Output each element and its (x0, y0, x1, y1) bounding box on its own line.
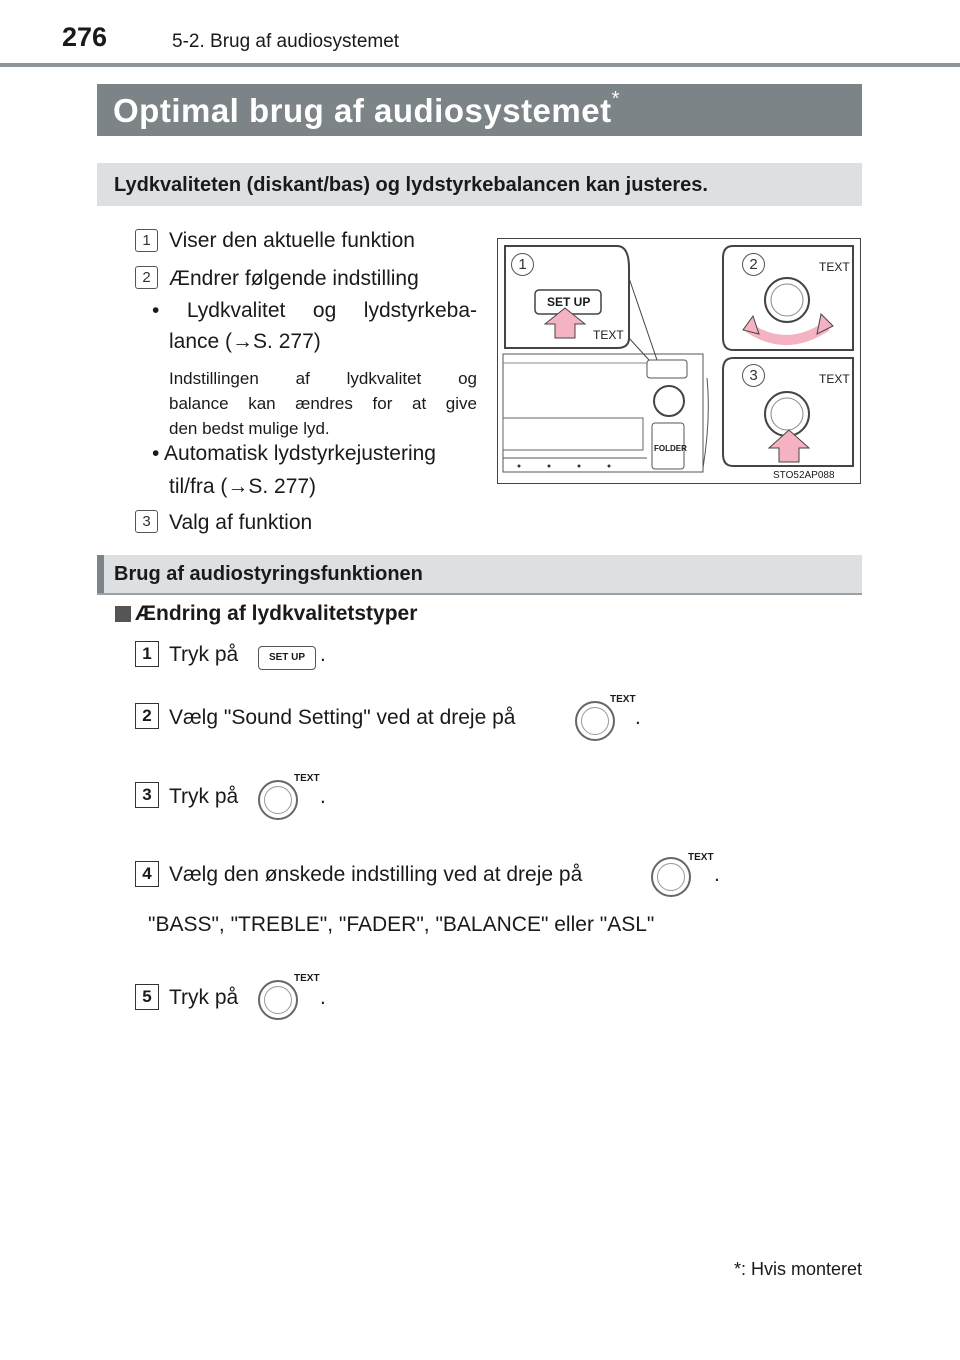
figure-folder-label: FOLDER (654, 444, 687, 453)
figure-text-label-1: TEXT (593, 328, 624, 342)
callout-num-1: 1 (135, 229, 158, 252)
setup-button-icon: SET UP (258, 646, 316, 670)
note-line2: balance kan ændres for at give (169, 394, 477, 413)
audio-panel-figure (497, 238, 861, 484)
title-bar (97, 84, 862, 136)
bullet-2-line2: til/fra (→S. 277) (169, 475, 317, 498)
intro-text: Lydkvaliteten (diskant/bas) og lydstyrkebalancen kan justeres. (114, 174, 708, 196)
bullet-2-line1: • Automatisk lydstyrkejustering (152, 442, 436, 465)
subsection-accent (97, 555, 104, 593)
step-suffix-3: . (320, 785, 326, 808)
step-text-4: Vælg den ønskede indstilling ved at dreje på (169, 863, 583, 886)
header-divider (0, 63, 960, 67)
square-bullet-icon (115, 606, 131, 622)
section-title: 5-2. Brug af audiosystemet (172, 31, 400, 52)
step-number-1: 1 (135, 641, 159, 667)
text-knob-icon-5 (258, 980, 298, 1020)
text-knob-icon-4 (651, 857, 691, 897)
page-title (113, 88, 620, 130)
step-number-3: 3 (135, 782, 159, 808)
subsection-divider (97, 593, 862, 595)
intro-box (97, 163, 862, 206)
figure-text-label-3: TEXT (819, 372, 850, 386)
bullet-1-line2: lance (→S. 277) (169, 330, 321, 353)
note-line3: den bedst mulige lyd. (169, 419, 330, 438)
step-suffix-1: . (320, 643, 326, 666)
knob-label-2: TEXT (610, 694, 636, 705)
figure-code: STO52AP088 (773, 470, 835, 481)
procedure-heading: Ændring af lydkvalitetstyper (135, 602, 418, 625)
step-text-3: Tryk på (169, 785, 239, 808)
asterisk-mark: * (611, 88, 620, 110)
text-knob-icon-2 (575, 701, 615, 741)
figure-callout-3: 3 (742, 364, 765, 387)
figure-setup-label: SET UP (547, 295, 591, 309)
step-text-2: Vælg "Sound Setting" ved at dreje på (169, 706, 516, 729)
step-suffix-4: . (714, 863, 720, 886)
callout-num-2: 2 (135, 266, 158, 289)
page-number: 276 (62, 22, 108, 52)
text-knob-icon-3 (258, 780, 298, 820)
figure-text-label-2: TEXT (819, 260, 850, 274)
knob-label-4: TEXT (688, 852, 714, 863)
step-text-5: Tryk på (169, 986, 239, 1009)
callout-text-1: Viser den aktuelle funktion (169, 229, 415, 252)
callout-num-3: 3 (135, 510, 158, 533)
figure-callout-2: 2 (742, 253, 765, 276)
callout-text-2: Ændrer følgende indstilling (169, 267, 419, 290)
step-suffix-2: . (635, 706, 641, 729)
step-suffix-5: . (320, 986, 326, 1009)
footnote: *: Hvis monteret (733, 1259, 862, 1279)
subsection-title: Brug af audiostyringsfunktionen (114, 563, 423, 585)
knob-label-5: TEXT (294, 973, 320, 984)
step-text-1: Tryk på (169, 643, 239, 666)
subsection-bar (97, 555, 862, 593)
option-list: "BASS", "TREBLE", "FADER", "BALANCE" eller "ASL" (148, 913, 655, 936)
page-title-text: Optimal brug af audiosystemet (113, 92, 612, 129)
callout-text-3: Valg af funktion (169, 511, 313, 534)
knob-label-3: TEXT (294, 773, 320, 784)
step-number-5: 5 (135, 984, 159, 1010)
note-line1: Indstillingen af lydkvalitet og (169, 369, 477, 388)
bullet-1-line1: • Lydkvalitet og lydstyrkeba- (152, 299, 477, 322)
step-number-4: 4 (135, 861, 159, 887)
step-number-2: 2 (135, 703, 159, 729)
figure-callout-1: 1 (511, 253, 534, 276)
